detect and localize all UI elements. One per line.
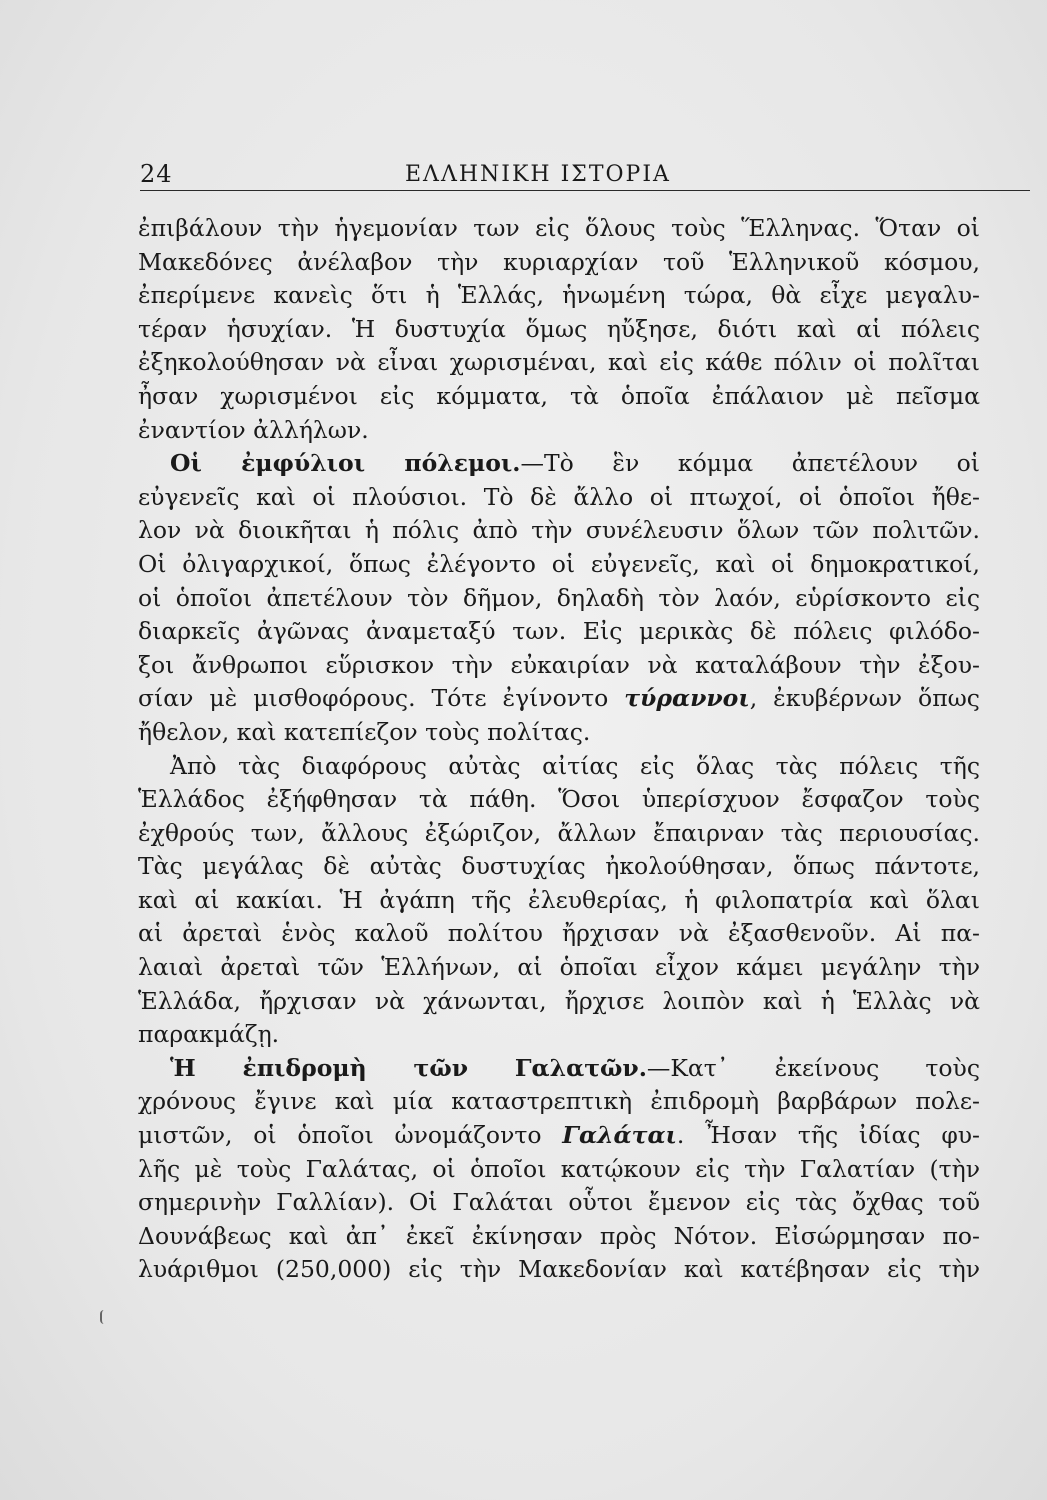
text-line: παρακμάζῃ. xyxy=(138,1020,280,1049)
text-line: λυάριθμοι (250,000) εἰς τὴν Μακεδονίαν καὶ κατέβησαν εἰς τὴν xyxy=(138,1255,980,1284)
text-line: λον νὰ διοικῆται ἡ πόλις ἀπὸ τὴν συνέλευσιν ὅλων τῶν πολιτῶν. xyxy=(138,516,980,545)
text-line: εὐγενεῖς καὶ οἱ πλούσιοι. Τὸ δὲ ἄλλο οἱ πτωχοί, οἱ ὁποῖοι ἤθε- xyxy=(138,482,980,511)
text-line: χρόνους ἔγινε καὶ μία καταστρεπτικὴ ἐπιδρομὴ βαρβάρων πολε- xyxy=(138,1087,980,1116)
header-rule xyxy=(140,190,1030,191)
page-header xyxy=(140,160,1030,194)
text-line: Μακεδόνες ἀνέλαβον τὴν κυριαρχίαν τοῦ Ἑλληνικοῦ κόσμου, xyxy=(138,247,980,276)
text-run: μιστῶν, οἱ ὁποῖοι ὠνομάζοντο xyxy=(138,1121,563,1150)
text-line: τέραν ἡσυχίαν. Ἡ δυστυχία ὅμως ηὔξησε, διότι καὶ αἱ πόλεις xyxy=(138,314,980,343)
emphasized-term-galatians: Γαλάται xyxy=(562,1121,677,1150)
text-line: σημερινὴν Γαλλίαν). Οἱ Γαλάται οὗτοι ἔμενον εἰς τὰς ὄχθας τοῦ xyxy=(138,1188,980,1217)
text-line: αἱ ἀρεταὶ ἑνὸς καλοῦ πολίτου ἤρχισαν νὰ ἐξασθενοῦν. Αἱ πα- xyxy=(138,919,980,948)
text-line: λῆς μὲ τοὺς Γαλάτας, οἱ ὁποῖοι κατῴκουν εἰς τὴν Γαλατίαν (τὴν xyxy=(138,1154,980,1183)
text-line: οἱ ὁποῖοι ἀπετέλουν τὸν δῆμον, δηλαδὴ τὸν λαόν, εὑρίσκοντο εἰς xyxy=(138,583,980,612)
text-line: Οἱ ὀλιγαρχικοί, ὅπως ἐλέγοντο οἱ εὐγενεῖς, καὶ οἱ δημοκρατικοί, xyxy=(138,549,980,578)
text-line xyxy=(138,682,980,716)
text-line: Ἑλλάδος ἐξήφθησαν τὰ πάθη. Ὅσοι ὑπερίσχυον ἔσφαζον τοὺς xyxy=(138,785,980,814)
text-line xyxy=(138,1119,980,1153)
text-line: λαιαὶ ἀρεταὶ τῶν Ἑλλήνων, αἱ ὁποῖαι εἶχον κάμει μεγάλην τὴν xyxy=(138,953,980,982)
section-heading-galatian-invasion: Ἡ ἐπιδρομὴ τῶν Γαλατῶν. xyxy=(170,1053,647,1082)
section-heading-civil-wars: Οἱ ἐμφύλιοι πόλεμοι. xyxy=(170,449,521,478)
text-line: καὶ αἱ κακίαι. Ἡ ἀγάπη τῆς ἐλευθερίας, ἡ φιλοπατρία καὶ ὅλαι xyxy=(138,885,980,914)
margin-pencil-mark xyxy=(100,1310,108,1324)
section-heading-line xyxy=(138,447,980,481)
text-line: ἐπιβάλουν τὴν ἡγεμονίαν των εἰς ὅλους τοὺς Ἕλληνας. Ὅταν οἱ xyxy=(138,214,980,242)
text-run: , ἐκυβέρνων ὅπως xyxy=(749,684,980,713)
text-line: ἦσαν χωρισμένοι εἰς κόμματα, τὰ ὁποῖα ἐπάλαιον μὲ πεῖσμα xyxy=(138,381,980,410)
text-run: —Τὸ ἓν κόμμα ἀπετέλουν οἱ xyxy=(520,449,980,478)
text-line: διαρκεῖς ἀγῶνας ἀναμεταξύ των. Εἰς μερικὰς δὲ πόλεις φιλόδο- xyxy=(138,617,980,646)
text-line: ξοι ἄνθρωποι εὕρισκον τὴν εὐκαιρίαν νὰ καταλάβουν τὴν ἐξου- xyxy=(138,650,980,679)
text-line: ἤθελον, καὶ κατεπίεζον τοὺς πολίτας. xyxy=(138,717,591,746)
text-line: ἐξηκολούθησαν νὰ εἶναι χωρισμέναι, καὶ εἰς κάθε πόλιν οἱ πολῖται xyxy=(138,348,980,377)
text-run: —Κατ᾽ ἐκείνους τοὺς xyxy=(646,1053,980,1082)
text-line: ἐναντίον ἀλλήλων. xyxy=(138,415,369,444)
text-line: Τὰς μεγάλας δὲ αὐτὰς δυστυχίας ἠκολούθησαν, ὅπως πάντοτε, xyxy=(138,852,980,881)
text-line: Δουνάβεως καὶ ἀπ᾽ ἐκεῖ ἐκίνησαν πρὸς Νότον. Εἰσώρμησαν πο- xyxy=(138,1221,980,1250)
section-heading-line xyxy=(138,1052,980,1086)
text-line: Ἑλλάδα, ἤρχισαν νὰ χάνωνται, ἤρχισε λοιπὸν καὶ ἡ Ἑλλὰς νὰ xyxy=(138,986,980,1015)
text-line: ἐχθρούς των, ἄλλους ἐξώριζον, ἄλλων ἔπαιρναν τὰς περιουσίας. xyxy=(138,818,980,847)
text-line: ἐπερίμενε κανεὶς ὅτι ἡ Ἑλλάς, ἡνωμένη τώρα, θὰ εἶχε μεγαλυ- xyxy=(138,281,980,310)
running-title: ΕΛΛΗΝΙΚΗ ΙΣΤΟΡΙΑ xyxy=(405,162,671,187)
page-number: 24 xyxy=(140,160,173,188)
emphasized-term-tyrants: τύραννοι xyxy=(624,684,750,713)
body-text xyxy=(138,212,980,1287)
text-line: Ἀπὸ τὰς διαφόρους αὐτὰς αἰτίας εἰς ὅλας τὰς πόλεις τῆς xyxy=(170,751,980,780)
text-run: σίαν μὲ μισθοφόρους. Τότε ἐγίνοντο xyxy=(138,684,625,713)
text-run: . Ἦσαν τῆς ἰδίας φυ- xyxy=(676,1121,980,1150)
